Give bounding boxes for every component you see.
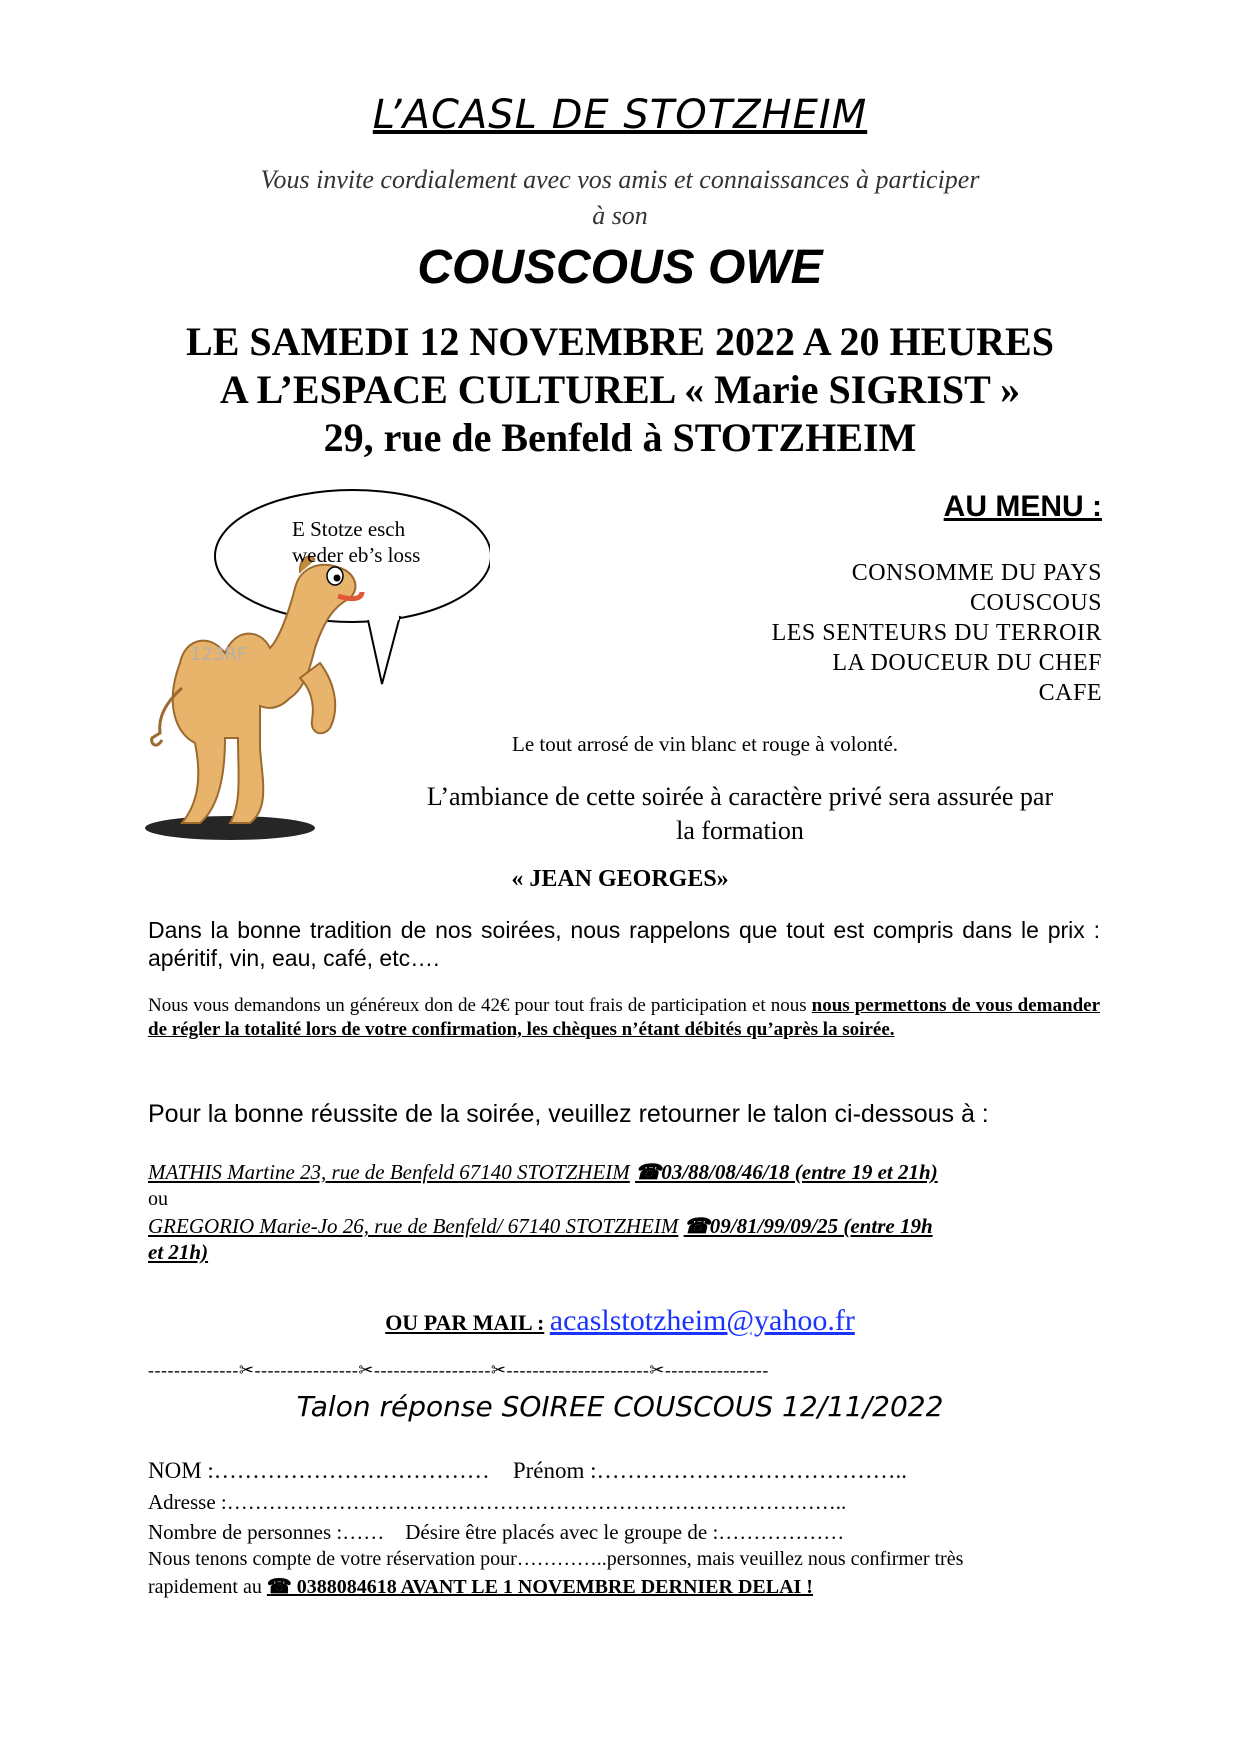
form-adresse[interactable]: Adresse :…………………………………………………………………………….. xyxy=(148,1490,847,1514)
page-title: L’ACASL DE STOTZHEIM xyxy=(372,92,868,138)
reservation-prefix: rapidement au xyxy=(148,1576,262,1598)
mail-label: OU PAR MAIL : xyxy=(385,1310,545,1335)
wine-note: Le tout arrosé de vin blanc et rouge à volonté. xyxy=(512,732,899,756)
contact-1 xyxy=(148,1160,938,1185)
speech-line-1: E Stotze esch xyxy=(292,517,406,541)
event-date: LE SAMEDI 12 NOVEMBRE 2022 A 20 HEURES xyxy=(186,319,1054,364)
menu-list xyxy=(772,558,1102,708)
form-name-row xyxy=(148,1458,907,1484)
contact-1-address: MATHIS Martine 23, rue de Benfeld 67140 STOTZHEIM xyxy=(148,1160,630,1184)
form-prenom[interactable]: Prénom :………………………………….. xyxy=(512,1458,908,1483)
donation-plain: Nous vous demandons un généreux don de 42€ pour tout frais de participation et nous xyxy=(148,995,812,1016)
menu-title: AU MENU : xyxy=(943,490,1102,523)
contact-or: ou xyxy=(148,1188,168,1210)
reservation-line-1: Nous tenons compte de votre réservation pour…………..personnes, mais veuillez nous confirmer très xyxy=(148,1548,964,1570)
form-persons-row xyxy=(148,1520,844,1545)
reply-slip-title: Talon réponse SOIREE COUSCOUS 12/11/2022 xyxy=(296,1390,944,1423)
cut-line: --------------✂----------------✂------------------✂----------------------✂---------------- xyxy=(148,1360,769,1380)
ambiance-line-1: L’ambiance de cette soirée à caractère privé sera assurée par xyxy=(426,782,1054,811)
event-address: 29, rue de Benfeld à STOTZHEIM xyxy=(323,415,917,460)
invitation-line-2: à son xyxy=(592,201,648,230)
event-name: COUSCOUS OWE xyxy=(417,241,823,294)
speech-line-2: weder eb’s loss xyxy=(292,543,421,567)
speech-bubble-text xyxy=(292,516,420,568)
tradition-paragraph: Dans la bonne tradition de nos soirées, nous rappelons que tout est compris dans le prix : apéritif, vin, eau, café, etc…. xyxy=(148,917,1100,971)
return-instruction: Pour la bonne réussite de la soirée, veuillez retourner le talon ci-dessous à : xyxy=(148,1100,989,1128)
invitation-text xyxy=(0,162,1240,234)
contact-1-phone: ☎03/88/08/46/18 (entre 19 et 21h) xyxy=(635,1160,938,1184)
band-name: « JEAN GEORGES» xyxy=(511,866,729,892)
menu-item: LA DOUCEUR DU CHEF xyxy=(832,650,1102,676)
form-groupe[interactable]: Désire être placés avec le groupe de :……………… xyxy=(405,1520,845,1544)
contact-2-phone-end: et 21h) xyxy=(148,1240,209,1264)
contact-2-address: GREGORIO Marie-Jo 26, rue de Benfeld/ 67140 STOTZHEIM xyxy=(148,1214,679,1238)
ambiance-text xyxy=(380,780,1100,848)
watermark-text: 123RF xyxy=(190,644,248,665)
menu-item: COUSCOUS xyxy=(969,590,1102,616)
form-nom[interactable]: NOM :……………………………… xyxy=(148,1458,490,1483)
donation-paragraph xyxy=(148,994,1100,1042)
menu-item: LES SENTEURS DU TERROIR xyxy=(771,620,1102,646)
mail-line xyxy=(0,1304,1240,1338)
contact-2-cont xyxy=(148,1240,208,1265)
menu-item: CAFE xyxy=(1038,680,1102,706)
contact-2 xyxy=(148,1214,933,1239)
reservation-line-2 xyxy=(148,1574,813,1599)
menu-item: CONSOMME DU PAYS xyxy=(851,560,1102,586)
contact-2-phone: ☎09/81/99/09/25 (entre 19h xyxy=(683,1214,933,1238)
event-venue: A L’ESPACE CULTUREL « Marie SIGRIST » xyxy=(219,367,1021,412)
reservation-phone: ☎ 0388084618 AVANT LE 1 NOVEMBRE DERNIER DELAI ! xyxy=(266,1576,813,1598)
ambiance-line-2: la formation xyxy=(676,816,804,845)
form-nombre[interactable]: Nombre de personnes :…… xyxy=(148,1520,385,1544)
donation-bold: nous permettons de vous demander de régler la totalité lors de votre confirmation, les chèques n’étant débités qu’après la soirée. xyxy=(148,995,1101,1040)
invitation-line-1: Vous invite cordialement avec vos amis et connaissances à participer xyxy=(260,165,980,194)
mail-link[interactable]: acaslstotzheim@yahoo.fr xyxy=(549,1304,855,1337)
